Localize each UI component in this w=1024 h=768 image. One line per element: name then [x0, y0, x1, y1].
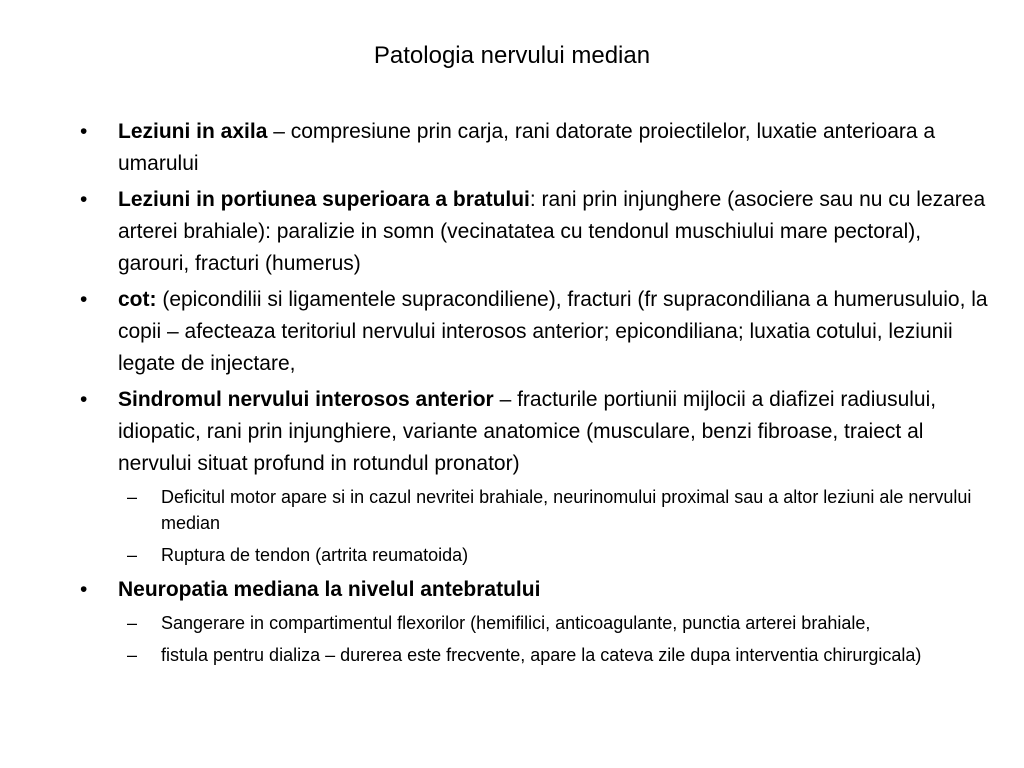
bullet-item-text: – fracturile portiunii mijlocii a diafizei radiusului, idiopatic, rani prin injunghiere, variante anatomice (musculare, benzi fibroase, traiect al nervului situat profund in rotundul pronator) — [118, 388, 937, 475]
bullet-item-heading: Leziuni in portiunea superioara a bratului — [118, 188, 530, 211]
sub-bullet-marker: – — [127, 487, 138, 507]
sub-bullet-marker: – — [127, 613, 138, 633]
bullet-item-text: – compresiune prin carja, rani datorate proiectilelor, luxatie anterioara a umarului — [118, 120, 936, 175]
bullet-item — [0, 184, 1024, 280]
bullet-item-heading: Leziuni in axila — [118, 120, 268, 143]
bullet-item-text: (epicondilii si ligamentele supracondiliene), fracturi (fr supracondiliana a humerusuluio, la copii – afecteaza teritoriul nervului interosos anterior; epicondiliana; luxatia cotului, leziunii legate de injectare, — [118, 288, 988, 375]
bullet-marker: • — [80, 288, 88, 311]
sub-bullet-item — [0, 610, 1024, 636]
slide-content — [0, 116, 1024, 674]
bullet-item-heading: Neuropatia mediana la nivelul antebratului — [118, 578, 541, 601]
sub-bullet-item — [0, 542, 1024, 568]
bullet-marker: • — [80, 188, 88, 211]
sub-bullet-text: Sangerare in compartimentul flexorilor (hemifilici, anticoagulante, punctia arterei brahiale, — [161, 613, 871, 633]
bullet-item — [0, 384, 1024, 480]
sub-bullet-item — [0, 642, 1024, 668]
sub-bullet-text: fistula pentru dializa – durerea este frecvente, apare la cateva zile dupa interventia chirurgicala) — [161, 645, 922, 665]
slide-title: Patologia nervului median — [373, 42, 651, 69]
sub-bullet-marker: – — [127, 645, 138, 665]
sub-bullet-item — [0, 484, 1024, 536]
sub-bullet-text: Ruptura de tendon (artrita reumatoida) — [161, 545, 469, 565]
bullet-marker: • — [80, 120, 88, 143]
bullet-item-heading: cot: — [118, 288, 157, 311]
sub-bullet-marker: – — [127, 545, 138, 565]
bullet-item — [0, 116, 1024, 180]
bullet-item — [0, 284, 1024, 380]
bullet-item-text: : rani prin injunghere (asociere sau nu cu lezarea arterei brahiale): paralizie in somn (vecinatatea cu tendonul muschiului mare pectoral), garouri, fracturi (humerus) — [118, 188, 986, 275]
bullet-item — [0, 574, 1024, 606]
bullet-item-heading: Sindromul nervului interosos anterior — [118, 388, 494, 411]
sub-bullet-text: Deficitul motor apare si in cazul nevritei brahiale, neurinomului proximal sau a altor leziuni ale nervului median — [161, 487, 972, 533]
bullet-marker: • — [80, 388, 88, 411]
bullet-marker: • — [80, 578, 88, 601]
